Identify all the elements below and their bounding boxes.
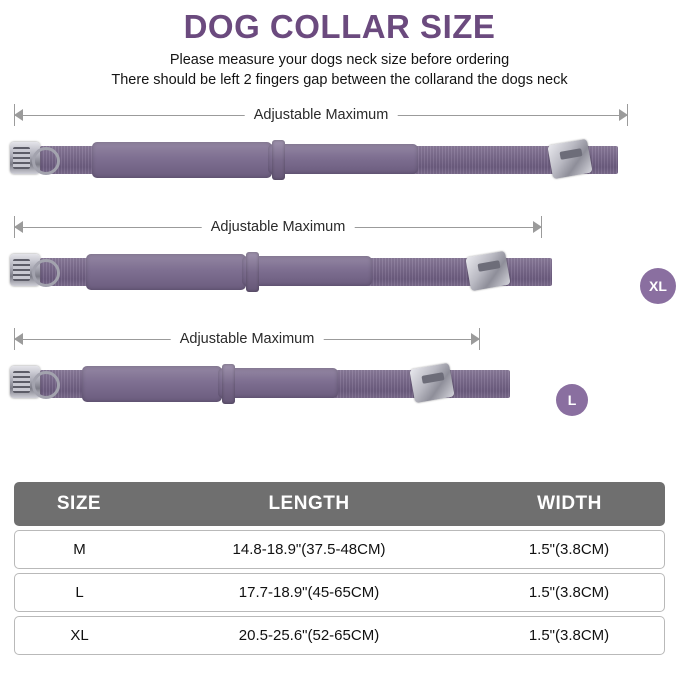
cell-length: 14.8-18.9"(37.5-48CM) (144, 530, 474, 569)
quick-release-clasp-icon (10, 248, 56, 294)
table-header-row (14, 482, 665, 526)
arrow-right-icon (533, 221, 542, 233)
strap-padded-section (92, 142, 272, 178)
buckle-body (547, 139, 592, 179)
cell-size: XL (14, 616, 144, 655)
dimension-line-m (14, 328, 480, 350)
cell-length: 20.5-25.6"(52-65CM) (144, 616, 474, 655)
subtitle-line-1: Please measure your dogs neck size before ordering (169, 52, 510, 68)
arrow-right-icon (471, 333, 480, 345)
metal-buckle-icon (410, 362, 454, 404)
cell-size: M (14, 530, 144, 569)
column-header-size: SIZE (14, 482, 144, 526)
clasp-ridges (13, 147, 30, 169)
cell-width: 1.5"(3.8CM) (474, 616, 665, 655)
strap-padded-section (86, 254, 246, 290)
table-row (14, 573, 665, 612)
dimension-label-xl: Adjustable Maximum (245, 104, 398, 126)
collar-strap-xl (10, 130, 630, 190)
page-title: DOG COLLAR SIZE (183, 8, 496, 45)
column-header-width: WIDTH (474, 482, 665, 526)
strap-keeper-loop (272, 140, 285, 180)
strap-overlap-section (242, 256, 372, 286)
d-ring-icon (32, 371, 60, 399)
strap-overlap-section (218, 368, 338, 398)
d-ring-icon (32, 259, 60, 287)
buckle-body (465, 251, 510, 291)
strap-keeper-loop (222, 364, 235, 404)
page-subtitle (14, 50, 665, 90)
arrow-right-icon (619, 109, 628, 121)
metal-buckle-icon (548, 138, 592, 180)
strap-padded-section (82, 366, 222, 402)
cell-width: 1.5"(3.8CM) (474, 573, 665, 612)
arrow-left-icon (14, 333, 23, 345)
quick-release-clasp-icon (10, 136, 56, 182)
quick-release-clasp-icon (10, 360, 56, 406)
cell-size: L (14, 573, 144, 612)
table-row (14, 616, 665, 655)
d-ring-icon (32, 147, 60, 175)
cell-length: 17.7-18.9"(45-65CM) (144, 573, 474, 612)
strap-keeper-loop (246, 252, 259, 292)
collar-strap-m (10, 354, 490, 414)
dimension-label-m: Adjustable Maximum (171, 328, 324, 350)
metal-buckle-icon (466, 250, 510, 292)
buckle-body (409, 363, 454, 403)
size-badge-xl: XL (640, 268, 676, 304)
dimension-label-l: Adjustable Maximum (202, 216, 355, 238)
table-row (14, 530, 665, 569)
arrow-left-icon (14, 221, 23, 233)
clasp-ridges (13, 259, 30, 281)
size-chart-table (14, 478, 665, 659)
dimension-line-l (14, 216, 542, 238)
cell-width: 1.5"(3.8CM) (474, 530, 665, 569)
clasp-ridges (13, 371, 30, 393)
column-header-length: LENGTH (144, 482, 474, 526)
arrow-left-icon (14, 109, 23, 121)
strap-overlap-section (268, 144, 418, 174)
size-badge-l: L (556, 384, 588, 416)
collar-diagram-group (0, 104, 679, 424)
dimension-line-xl (14, 104, 628, 126)
collar-strap-l (10, 242, 550, 302)
subtitle-line-2: There should be left 2 fingers gap between the collarand the dogs neck (111, 72, 568, 88)
